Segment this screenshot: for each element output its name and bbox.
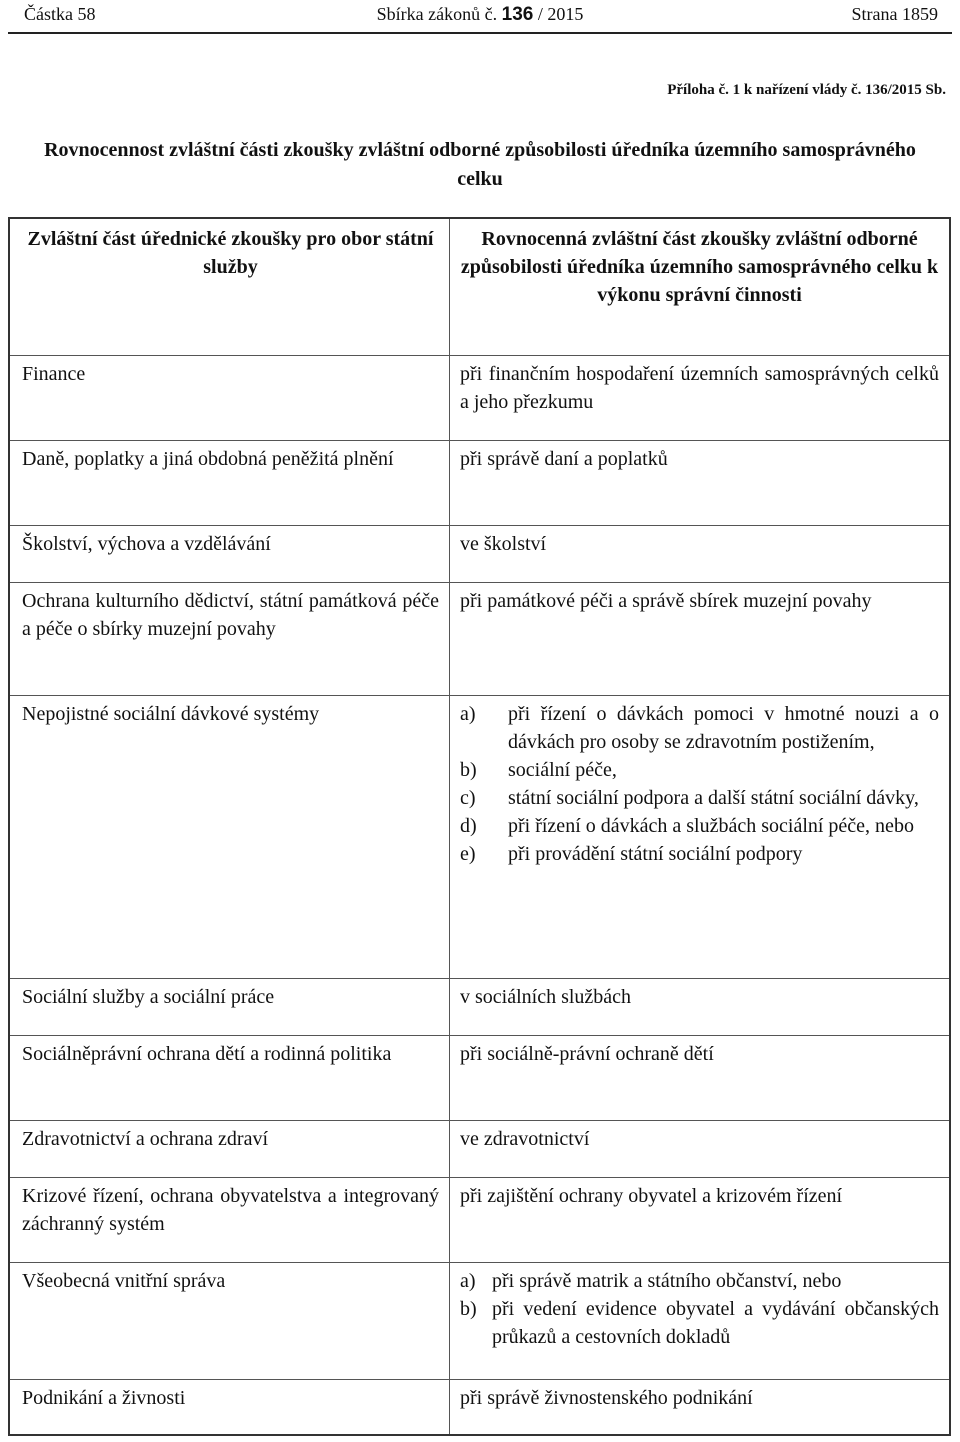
row-left-cell: Školství, výchova a vzdělávání [10, 526, 450, 582]
row-right-cell: při správě daní a poplatků [460, 448, 668, 470]
table-header-row [10, 219, 949, 355]
row-left-cell: Finance [10, 356, 450, 440]
table-row [10, 1120, 949, 1177]
list-item [460, 784, 939, 812]
row-right-cell: při památkové péči a správě sbírek muzejní povahy [460, 590, 872, 612]
row-left-cell: Sociálněprávní ochrana dětí a rodinná politika [10, 1036, 450, 1120]
table-row [10, 582, 949, 695]
header-cell-left: Zvláštní část úřednické zkoušky pro obor státní služby [10, 219, 450, 355]
row-left-cell: Nepojistné sociální dávkové systémy [10, 696, 450, 978]
table-row [10, 525, 949, 582]
row-left-cell: Sociální služby a sociální práce [10, 979, 450, 1035]
collection-title [8, 4, 952, 26]
row-right-cell: při finančním hospodaření územních samosprávných celků a jeho přezkumu [460, 363, 939, 413]
list-item [460, 840, 939, 868]
list-marker: a) [460, 703, 476, 725]
row-right-cell: ve školství [460, 533, 547, 555]
list-text: při řízení o dávkách a službách sociální péče, nebo [508, 815, 914, 837]
list-text: při řízení o dávkách pomoci v hmotné nouzi a o dávkách pro osoby se zdravotním postižením, [508, 703, 939, 753]
annex-label: Příloha č. 1 k nařízení vlády č. 136/2015 Sb. [667, 82, 946, 98]
list-marker: b) [460, 759, 477, 781]
table-row [10, 1262, 949, 1379]
header-cell-right: Rovnocenná zvláštní část zkoušky zvláštní odborné způsobilosti úředníka územního samosprávného celku k výkonu správní činnosti [460, 228, 939, 306]
table-row [10, 695, 949, 978]
row-left-cell: Podnikání a živnosti [10, 1380, 450, 1434]
row-right-cell: v sociálních službách [460, 986, 632, 1008]
row-left-cell: Krizové řízení, ochrana obyvatelstva a integrovaný záchranný systém [10, 1178, 450, 1262]
table-row [10, 1035, 949, 1120]
list-item [460, 1267, 939, 1295]
list-marker: d) [460, 815, 477, 837]
list-item [460, 1295, 939, 1351]
issue-number: Částka 58 [24, 4, 96, 24]
list-marker: a) [460, 1270, 476, 1292]
equivalence-table [8, 217, 951, 1436]
page-header [8, 0, 952, 34]
row-left-cell: Všeobecná vnitřní správa [10, 1263, 450, 1379]
table-row [10, 1177, 949, 1262]
list-item [460, 812, 939, 840]
list-text: při provádění státní sociální podpory [508, 843, 803, 865]
row-left-cell: Zdravotnictví a ochrana zdraví [10, 1121, 450, 1177]
list-text: při vedení evidence obyvatel a vydávání občanských průkazů a cestovních dokladů [492, 1298, 939, 1348]
list-marker: c) [460, 787, 476, 809]
row-right-cell [450, 1263, 949, 1379]
row-right-cell: ve zdravotnictví [460, 1128, 590, 1150]
row-right-cell: při správě živnostenského podnikání [460, 1387, 753, 1409]
table-row [10, 440, 949, 525]
document-title: Rovnocennost zvláštní části zkoušky zvláštní odborné způsobilosti úředníka územního samosprávného celku [44, 139, 916, 190]
collection-year: / 2015 [537, 4, 584, 24]
list-text: při správě matrik a státního občanství, nebo [492, 1270, 842, 1292]
row-left-cell: Daně, poplatky a jiná obdobná peněžitá plnění [10, 441, 450, 525]
list-text: sociální péče, [508, 759, 617, 781]
row-right-cell: při zajištění ochrany obyvatel a krizovém řízení [460, 1185, 843, 1207]
list-marker: e) [460, 843, 476, 865]
row-right-cell: při sociálně-právní ochraně dětí [460, 1043, 714, 1065]
collection-number: 136 [501, 4, 534, 25]
list-marker: b) [460, 1298, 477, 1320]
list-item [460, 756, 939, 784]
internal-admin-list [460, 1267, 939, 1351]
row-right-cell [450, 696, 949, 978]
list-text: státní sociální podpora a další státní sociální dávky, [508, 787, 919, 809]
benefit-systems-list [460, 700, 939, 868]
table-row [10, 355, 949, 440]
page-number: Strana 1859 [851, 4, 938, 24]
list-item [460, 700, 939, 756]
table-row [10, 1379, 949, 1434]
table-row [10, 978, 949, 1035]
row-left-cell: Ochrana kulturního dědictví, státní památková péče a péče o sbírky muzejní povahy [10, 583, 450, 695]
collection-prefix: Sbírka zákonů č. [376, 4, 498, 24]
